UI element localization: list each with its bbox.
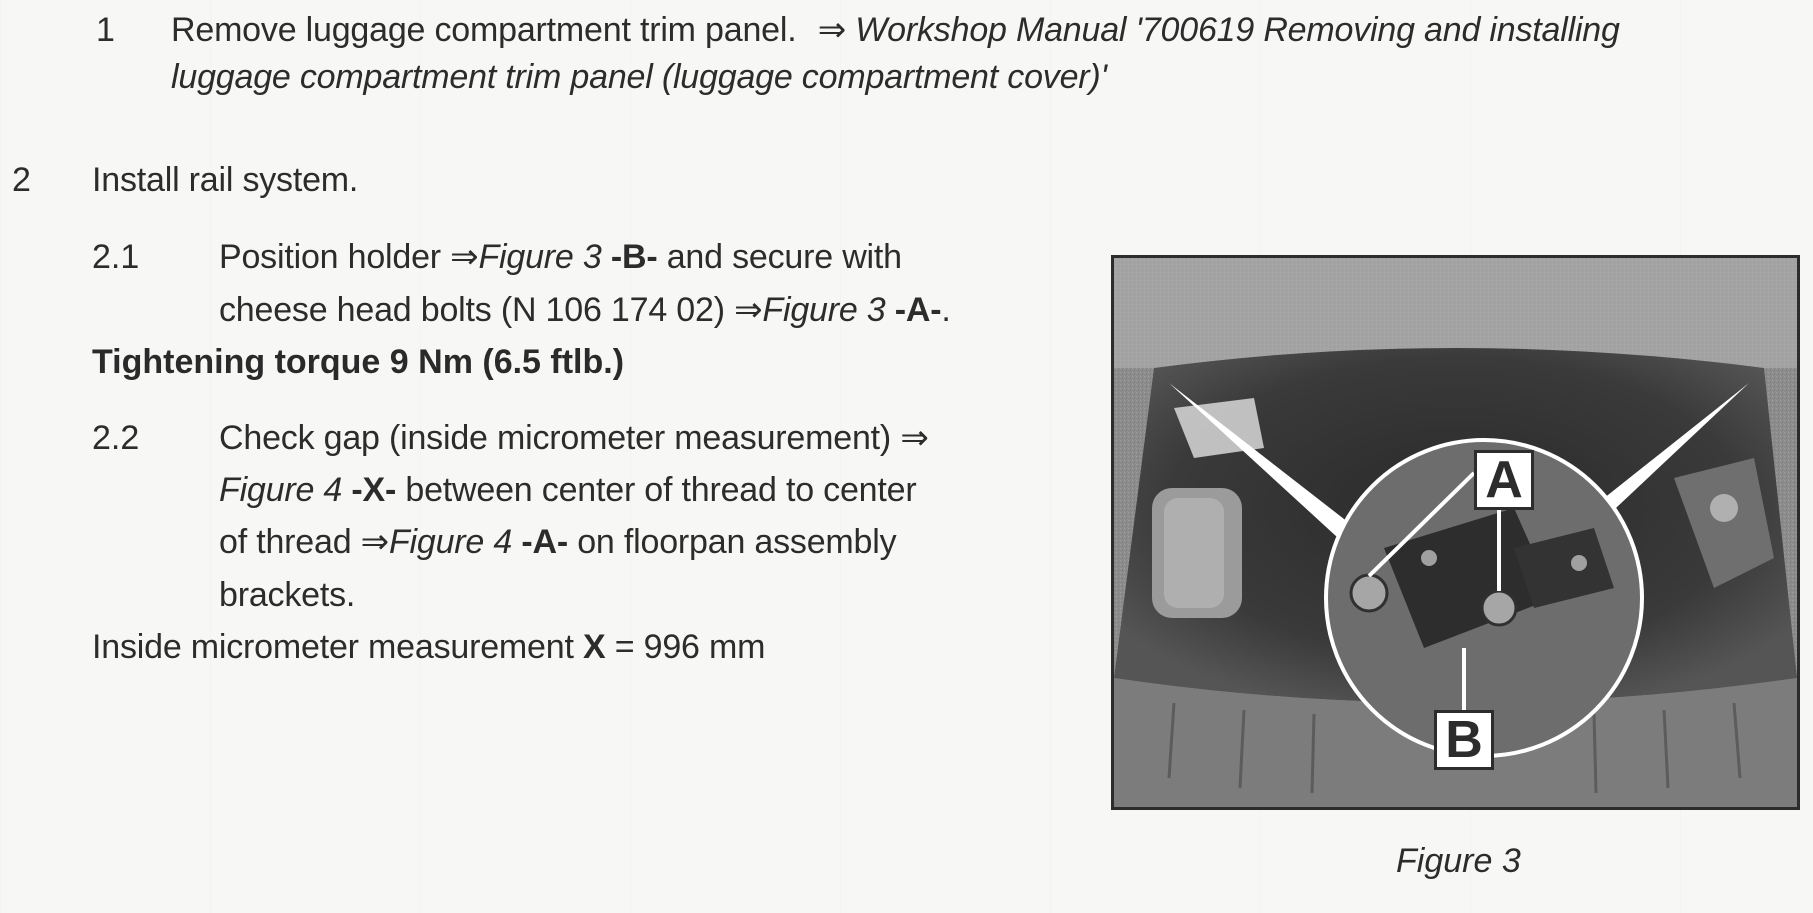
step-1-text (171, 10, 1620, 51)
arrow-icon: ⇒ (817, 11, 847, 49)
step-2-1-period: . (941, 291, 951, 329)
step-2-2-text-c: of thread (219, 523, 352, 561)
step-2-2-text-b: between center of thread to center (405, 471, 917, 509)
callout-a: -A- (894, 291, 942, 329)
callout-b: -B- (610, 238, 658, 276)
step-2-1-text-b: and secure with (666, 238, 902, 276)
figure-3-link[interactable]: Figure 3 (762, 291, 886, 329)
step-2-1-line2 (219, 290, 951, 331)
step-2-1-number: 2.1 (92, 238, 140, 276)
arrow-icon: ⇒ (450, 238, 479, 276)
step-1-number: 1 (96, 11, 115, 49)
step-2-2-number: 2.2 (92, 419, 140, 457)
step-2-2-text-a: Check gap (inside micrometer measurement) (219, 419, 892, 457)
workshop-manual-link-line1[interactable]: Workshop Manual '700619 Removing and installing (855, 11, 1620, 49)
figure-4-link[interactable]: Figure 4 (388, 523, 513, 561)
step-2-text: Install rail system. (92, 161, 359, 199)
workshop-manual-link-line2[interactable]: luggage compartment trim panel (luggage compartment cover)' (171, 58, 1107, 96)
step-2-2-text-d: on floorpan assembly (577, 523, 897, 561)
figure-3-image (1111, 255, 1800, 810)
callout-a: -A- (521, 523, 568, 561)
figure-3-link[interactable]: Figure 3 (478, 238, 602, 276)
step-2-2-line3 (219, 522, 896, 563)
callout-label-a: A (1474, 450, 1534, 510)
step-2-2-line4: brackets. (219, 576, 356, 614)
measurement-variable: X (582, 628, 606, 666)
figure-3-caption: Figure 3 (1396, 842, 1521, 880)
step-2-2-line1 (219, 418, 929, 459)
arrow-icon: ⇒ (360, 523, 389, 561)
arrow-icon: ⇒ (900, 419, 929, 457)
step-2-1-text-c: cheese head bolts (N 106 174 02) (219, 291, 725, 329)
callout-x: -X- (351, 471, 397, 509)
measurement-label: Inside micrometer measurement (92, 628, 574, 666)
measurement-value: = 996 mm (614, 628, 766, 666)
step-2-number: 2 (12, 161, 31, 199)
step-2-1-line1 (219, 237, 902, 278)
figure-4-link[interactable]: Figure 4 (219, 471, 343, 509)
step-2-2-line2 (219, 470, 916, 511)
callout-label-b: B (1434, 710, 1494, 770)
tightening-torque-note: Tightening torque 9 Nm (6.5 ftlb.) (92, 343, 625, 381)
step-2-1-text-a: Position holder (219, 238, 441, 276)
step-1-instruction: Remove luggage compartment trim panel. (171, 11, 797, 49)
measurement-line (92, 627, 765, 668)
arrow-icon: ⇒ (734, 291, 763, 329)
